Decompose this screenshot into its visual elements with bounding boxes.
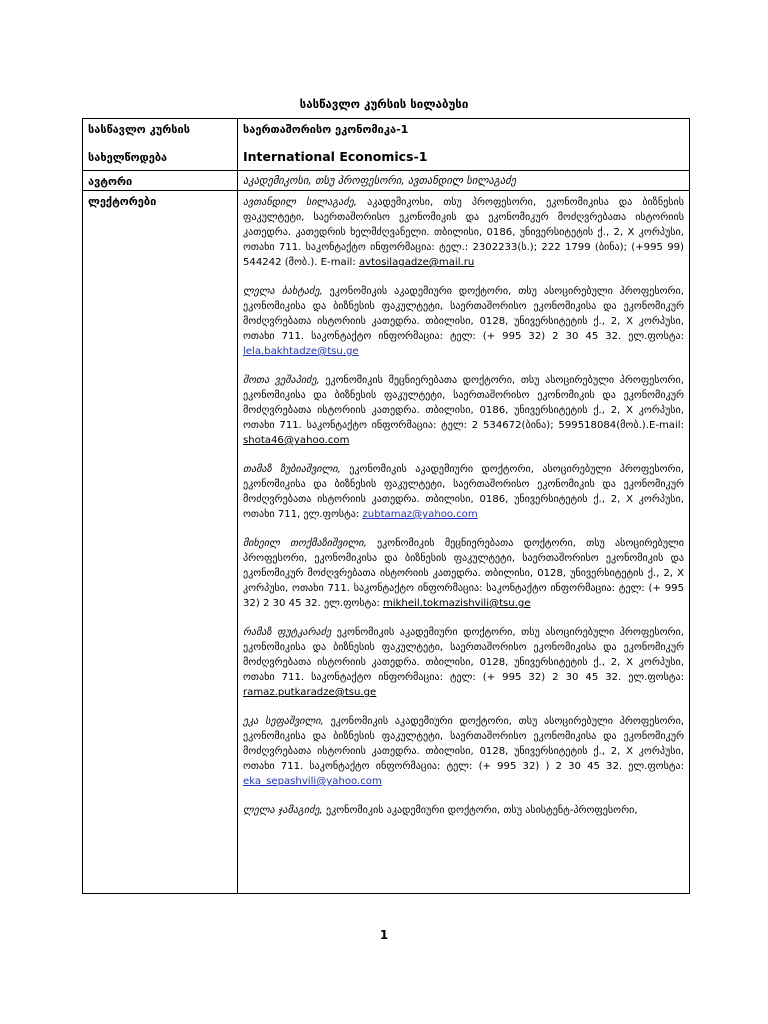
lecturer-name: ლელა ჯამაგიძე, bbox=[243, 805, 323, 816]
lecturer-entry bbox=[243, 373, 684, 448]
lecturer-details: ეკონომიკის აკადემიური დოქტორი, თსუ ასისტენტ-პროფესორი, bbox=[322, 805, 638, 816]
author-label: ავტორი bbox=[83, 171, 238, 191]
lecturer-entry bbox=[243, 803, 684, 818]
course-name-ka: საერთაშორისო ეკონომიკა-1 bbox=[243, 123, 409, 136]
lecturer-email-link[interactable]: mikheil.tokmazishvili@tsu.ge bbox=[382, 598, 531, 609]
lecturer-name: თამაზ ზუბიაშვილი, bbox=[243, 464, 341, 475]
lecturer-email-link[interactable]: eka_sepashvili@yahoo.com bbox=[243, 776, 382, 787]
lecturer-entry bbox=[243, 195, 684, 270]
lecturer-entry bbox=[243, 625, 684, 700]
lecturer-name: ავთანდილ სილაგაძე, bbox=[243, 197, 358, 208]
course-name-label-line2: სახელწოდება bbox=[88, 151, 168, 164]
lecturer-entry bbox=[243, 536, 684, 611]
lecturer-email-link[interactable]: lela.bakhtadze@tsu.ge bbox=[243, 346, 359, 357]
lecturers-list bbox=[243, 195, 684, 891]
lecturer-details: ეკონომიკის აკადემიური დოქტორი, თსუ ასოცირებული პროფესორი, ეკონომიკისა და ბიზნესის ფაკულტეტი, საერთაშორისო ეკონომიკისა და ეკონომიკურ მოძღვრებათა ისტორიის კათედრა. თბილისი, 0128, უნივერსიტეტის ქ., 2, X კორპუსი, ოთახი 711. საკონტაქტო ინფორმაცია: ტელ: (+ 995 32) 2 30 45 32. ელ.ფოსტა: bbox=[243, 627, 684, 683]
lecturer-name: შოთა ვეშაპიძე, bbox=[243, 375, 320, 386]
course-name-row bbox=[83, 119, 690, 171]
lecturer-details: ეკონომიკის აკადემიური დოქტორი, თსუ ასოცირებული პროფესორი, ეკონომიკისა და ბიზნესის ფაკულტეტი, საერთაშორისო ეკონომიკისა და ეკონომიკურ მოძღვრებათა ისტორიის კათედრა. თბილისი, 0128, უნივერსიტეტის ქ., 2, X კორპუსი, ოთახი 711. საკონტაქტო ინფორმაცია: ტელ: (+ 995 32) ) 2 30 45 32. ელ.ფოსტა: bbox=[243, 716, 684, 772]
lecturer-email-link[interactable]: avtosilagadze@mail.ru bbox=[358, 257, 475, 268]
course-name-label-line1: სასწავლო კურსის bbox=[88, 123, 190, 136]
lecturer-details: ეკონომიკის მეცნიერებათა დოქტორი, თსუ ასოცირებული პროფესორი, ეკონომიკისა და ბიზნესის ფაკულტეტი, საერთაშორისო ეკონომიკის და ეკონომიკურ მოძღვრებათა ისტორიის კათედრა. თბილისი, 0186, უნივერსიტეტის ქ., 2, X კორპუსი, ოთახი 711. საკონტაქტო ინფორმაცია: ტელ: 2 534672(ბინა); 599518084(მობ.).E-mail: bbox=[243, 375, 684, 431]
lecturer-entry bbox=[243, 284, 684, 359]
lecturer-details: აკადემიკოსი, თსუ პროფესორი, ეკონომიკისა და ბიზნესის ფაკულტეტი, საერთაშორისო ეკონომიკის და ეკონომიკურ მოძღვრებათა ისტორიის კათედრა. კათედრის ხელმძღვანელი. თბილისი, 0186, უნივერსიტეტის ქ., 2, X კორპუსი, ოთახი 711. საკონტაქტო ინფორმაცია: ტელ.: 2302233(ს.); 222 1799 (ბინა); (+995 99) 544242 (მობ.). E-mail: bbox=[243, 197, 684, 268]
author-row bbox=[83, 171, 690, 191]
lecturer-details: ეკონომიკის მეცნიერებათა დოქტორი, თსუ ასოცირებული პროფესორი, ეკონომიკისა და ბიზნესის ფაკულტეტი, საერთაშორისო ეკონომიკის და ეკონომიკურ მოძღვრებათა ისტორიის კათედრა. თბილისი, 0128, უნივერსიტეტის ქ., 2, X კორპუსი, ოთახი 711. საკონტაქტო ინფორმაცია: საკონტაქტო ინფორმაცია: ტელ: (+ 995 32) 2 30 45 32. ელ.ფოსტა: bbox=[243, 538, 684, 609]
lecturer-details: ეკონომიკის აკადემიური დოქტორი, თსუ ასოცირებული პროფესორი, ეკონომიკისა და ბიზნესის ფაკულტეტი, საერთაშორისო ეკონომიკისა და ეკონომიკურ მოძღვრებათა ისტორიის კათედრა. თბილისი, 0128, უნივერსიტეტის ქ., 2, X კორპუსი, ოთახი 711. საკონტაქტო ინფორმაცია: ტელ: (+ 995 32) 2 30 45 32. ელ.ფოსტა: bbox=[243, 286, 684, 342]
document-title: სასწავლო კურსის სილაბუსი bbox=[299, 97, 469, 111]
lecturer-email-link[interactable]: ramaz.putkaradze@tsu.ge bbox=[243, 687, 377, 698]
course-name-value bbox=[238, 119, 690, 171]
syllabus-table bbox=[82, 118, 690, 894]
course-name-label bbox=[83, 119, 238, 171]
lecturer-email-link[interactable]: zubtamaz@yahoo.com bbox=[362, 509, 478, 520]
lecturer-entry bbox=[243, 462, 684, 522]
page-number: 1 bbox=[379, 928, 389, 942]
lecturer-email-link[interactable]: shota46@yahoo.com bbox=[243, 435, 350, 446]
lecturer-name: მიხეილ თოქმაზიშვილი, bbox=[243, 538, 367, 549]
author-value: აკადემიკოსი, თსუ პროფესორი, ავთანდილ სილაგაძე bbox=[238, 171, 690, 191]
lecturers-row bbox=[83, 191, 690, 894]
course-name-en: International Economics-1 bbox=[243, 149, 428, 164]
lecturers-cell bbox=[238, 191, 690, 894]
lecturer-entry bbox=[243, 714, 684, 789]
lecturer-name: რამაზ ფუტკარაძე bbox=[243, 627, 332, 638]
lecturer-name: ლელა ბახტაძე, bbox=[243, 286, 323, 297]
lecturer-name: ეკა სეფაშვილი, bbox=[243, 716, 324, 727]
lecturers-label: ლექტორები bbox=[83, 191, 238, 894]
lecturer-details: ეკონომიკის აკადემიური დოქტორი, ასოცირებული პროფესორი, ეკონომიკისა და ბიზნესის ფაკულტეტი, საერთაშორისო ეკონომიკის და ეკონომიკურ მოძღვრებათა ისტორიის კათედრა. თბილისი, 0186, უნივერსიტეტის ქ., 2, X კორპუსი, ოთახი 711, ელ.ფოსტა: bbox=[243, 464, 684, 520]
